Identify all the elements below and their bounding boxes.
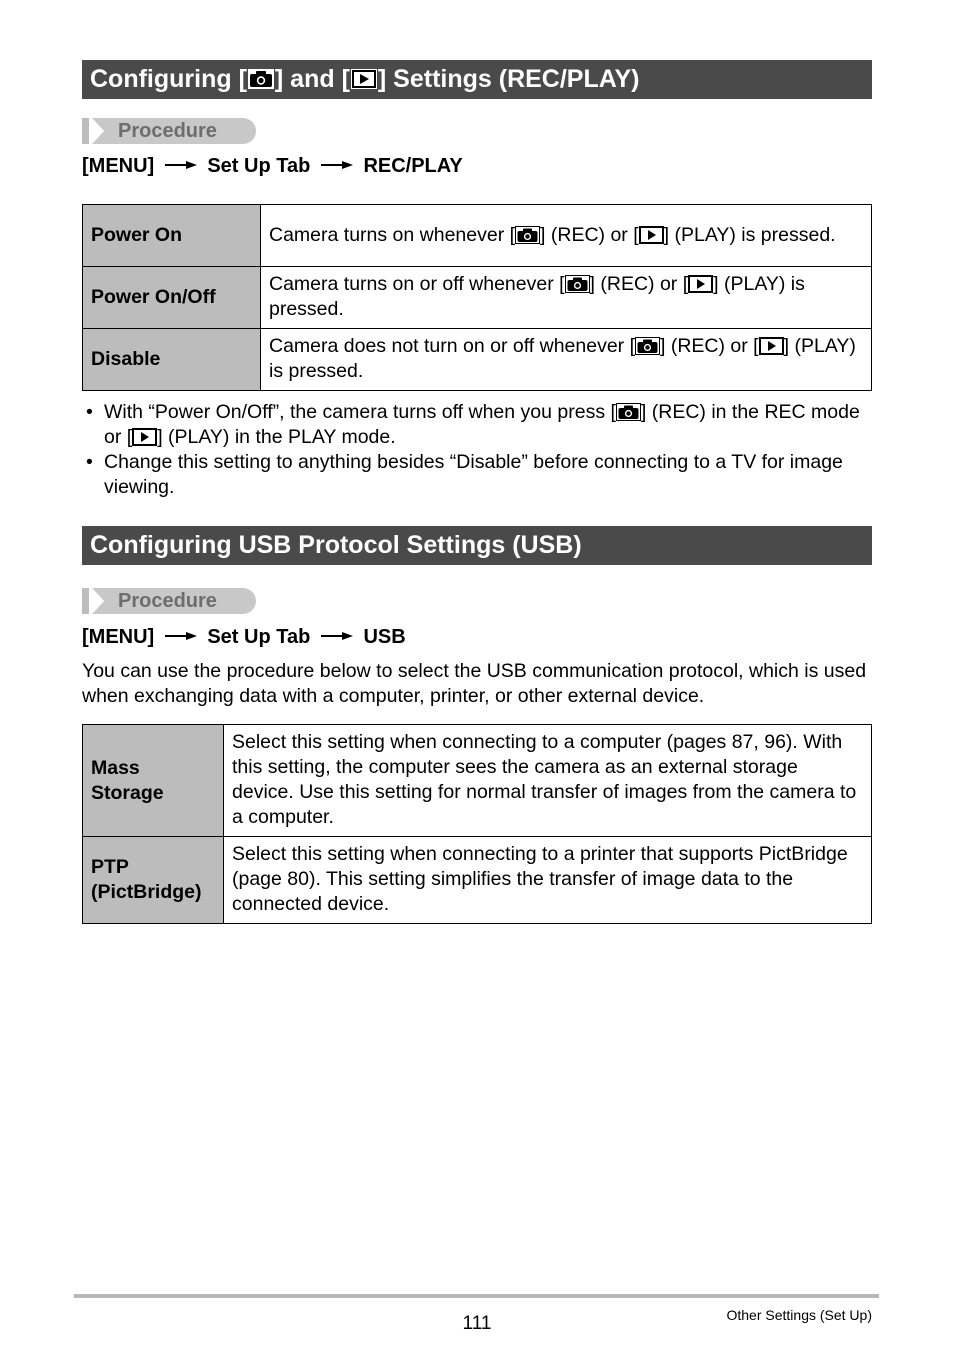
setting-name: Power On/Off [83, 267, 261, 329]
table-row [83, 205, 872, 267]
menu-path: [MENU] Set Up Tab REC/PLAY [82, 155, 463, 177]
arrow-right-icon [164, 160, 198, 170]
setting-name: Disable [83, 329, 261, 391]
setting-name: Mass Storage [83, 725, 224, 837]
bullet-mark: • [86, 401, 93, 423]
procedure-label: Procedure [118, 590, 217, 612]
section-heading-rec-play: Configuring [ ] and [ ] Settings (REC/PLAY) [82, 60, 872, 99]
camera-icon [515, 226, 540, 244]
procedure-label: Procedure [118, 120, 217, 142]
play-icon [350, 68, 378, 90]
camera-icon [635, 337, 660, 355]
procedure-badge [82, 118, 256, 144]
setting-description: Select this setting when connecting to a printer that supports PictBridge (page 80). This setting simplifies the transfer of image data to the connected device. [224, 837, 872, 924]
arrow-right-icon [320, 631, 354, 641]
table-row [83, 267, 872, 329]
camera-icon [565, 275, 590, 293]
notes-list [82, 400, 882, 500]
play-icon [688, 275, 713, 293]
camera-icon [247, 68, 275, 90]
camera-icon [616, 403, 641, 421]
usb-settings-table [82, 724, 872, 924]
setting-name: PTP (PictBridge) [83, 837, 224, 924]
list-item: • Change this setting to anything besides “Disable” before connecting to a TV for image viewing. [86, 451, 843, 498]
setting-description: Camera turns on or off whenever [ ] (REC) or [ ] (PLAY) is pressed. [261, 267, 872, 329]
setting-description: Camera turns on whenever [ ] (REC) or [ ] (PLAY) is pressed. [261, 205, 872, 267]
setting-description: Camera does not turn on or off whenever [ ] (REC) or [ ] (PLAY) is pressed. [261, 329, 872, 391]
table-row [83, 725, 872, 837]
footer-section-label: Other Settings (Set Up) [726, 1307, 872, 1323]
arrow-right-icon [164, 631, 198, 641]
setting-description: Select this setting when connecting to a computer (pages 87, 96). With this setting, the computer sees the camera as an external storage device. Use this setting for normal transfer of images from the camera to a computer. [224, 725, 872, 837]
table-row [83, 837, 872, 924]
menu-path: [MENU] Set Up Tab USB [82, 626, 406, 648]
arrow-right-icon [320, 160, 354, 170]
setting-name: Power On [83, 205, 261, 267]
play-icon [759, 337, 784, 355]
rec-play-settings-table [82, 204, 872, 391]
bullet-mark: • [86, 451, 93, 473]
table-row [83, 329, 872, 391]
procedure-badge [82, 588, 256, 614]
intro-paragraph: You can use the procedure below to select the USB communication protocol, which is used when exchanging data with a computer, printer, or other external device. [82, 660, 867, 707]
list-item: • With “Power On/Off”, the camera turns off when you press [ ] (REC) in the REC mode or [ ] (PLAY) in the PLAY mode. [86, 401, 860, 448]
play-icon [132, 428, 157, 446]
play-icon [639, 226, 664, 244]
page-number: 111 [462, 1313, 492, 1334]
footer-divider [74, 1294, 879, 1298]
section-heading-usb: Configuring USB Protocol Settings (USB) [82, 526, 872, 565]
